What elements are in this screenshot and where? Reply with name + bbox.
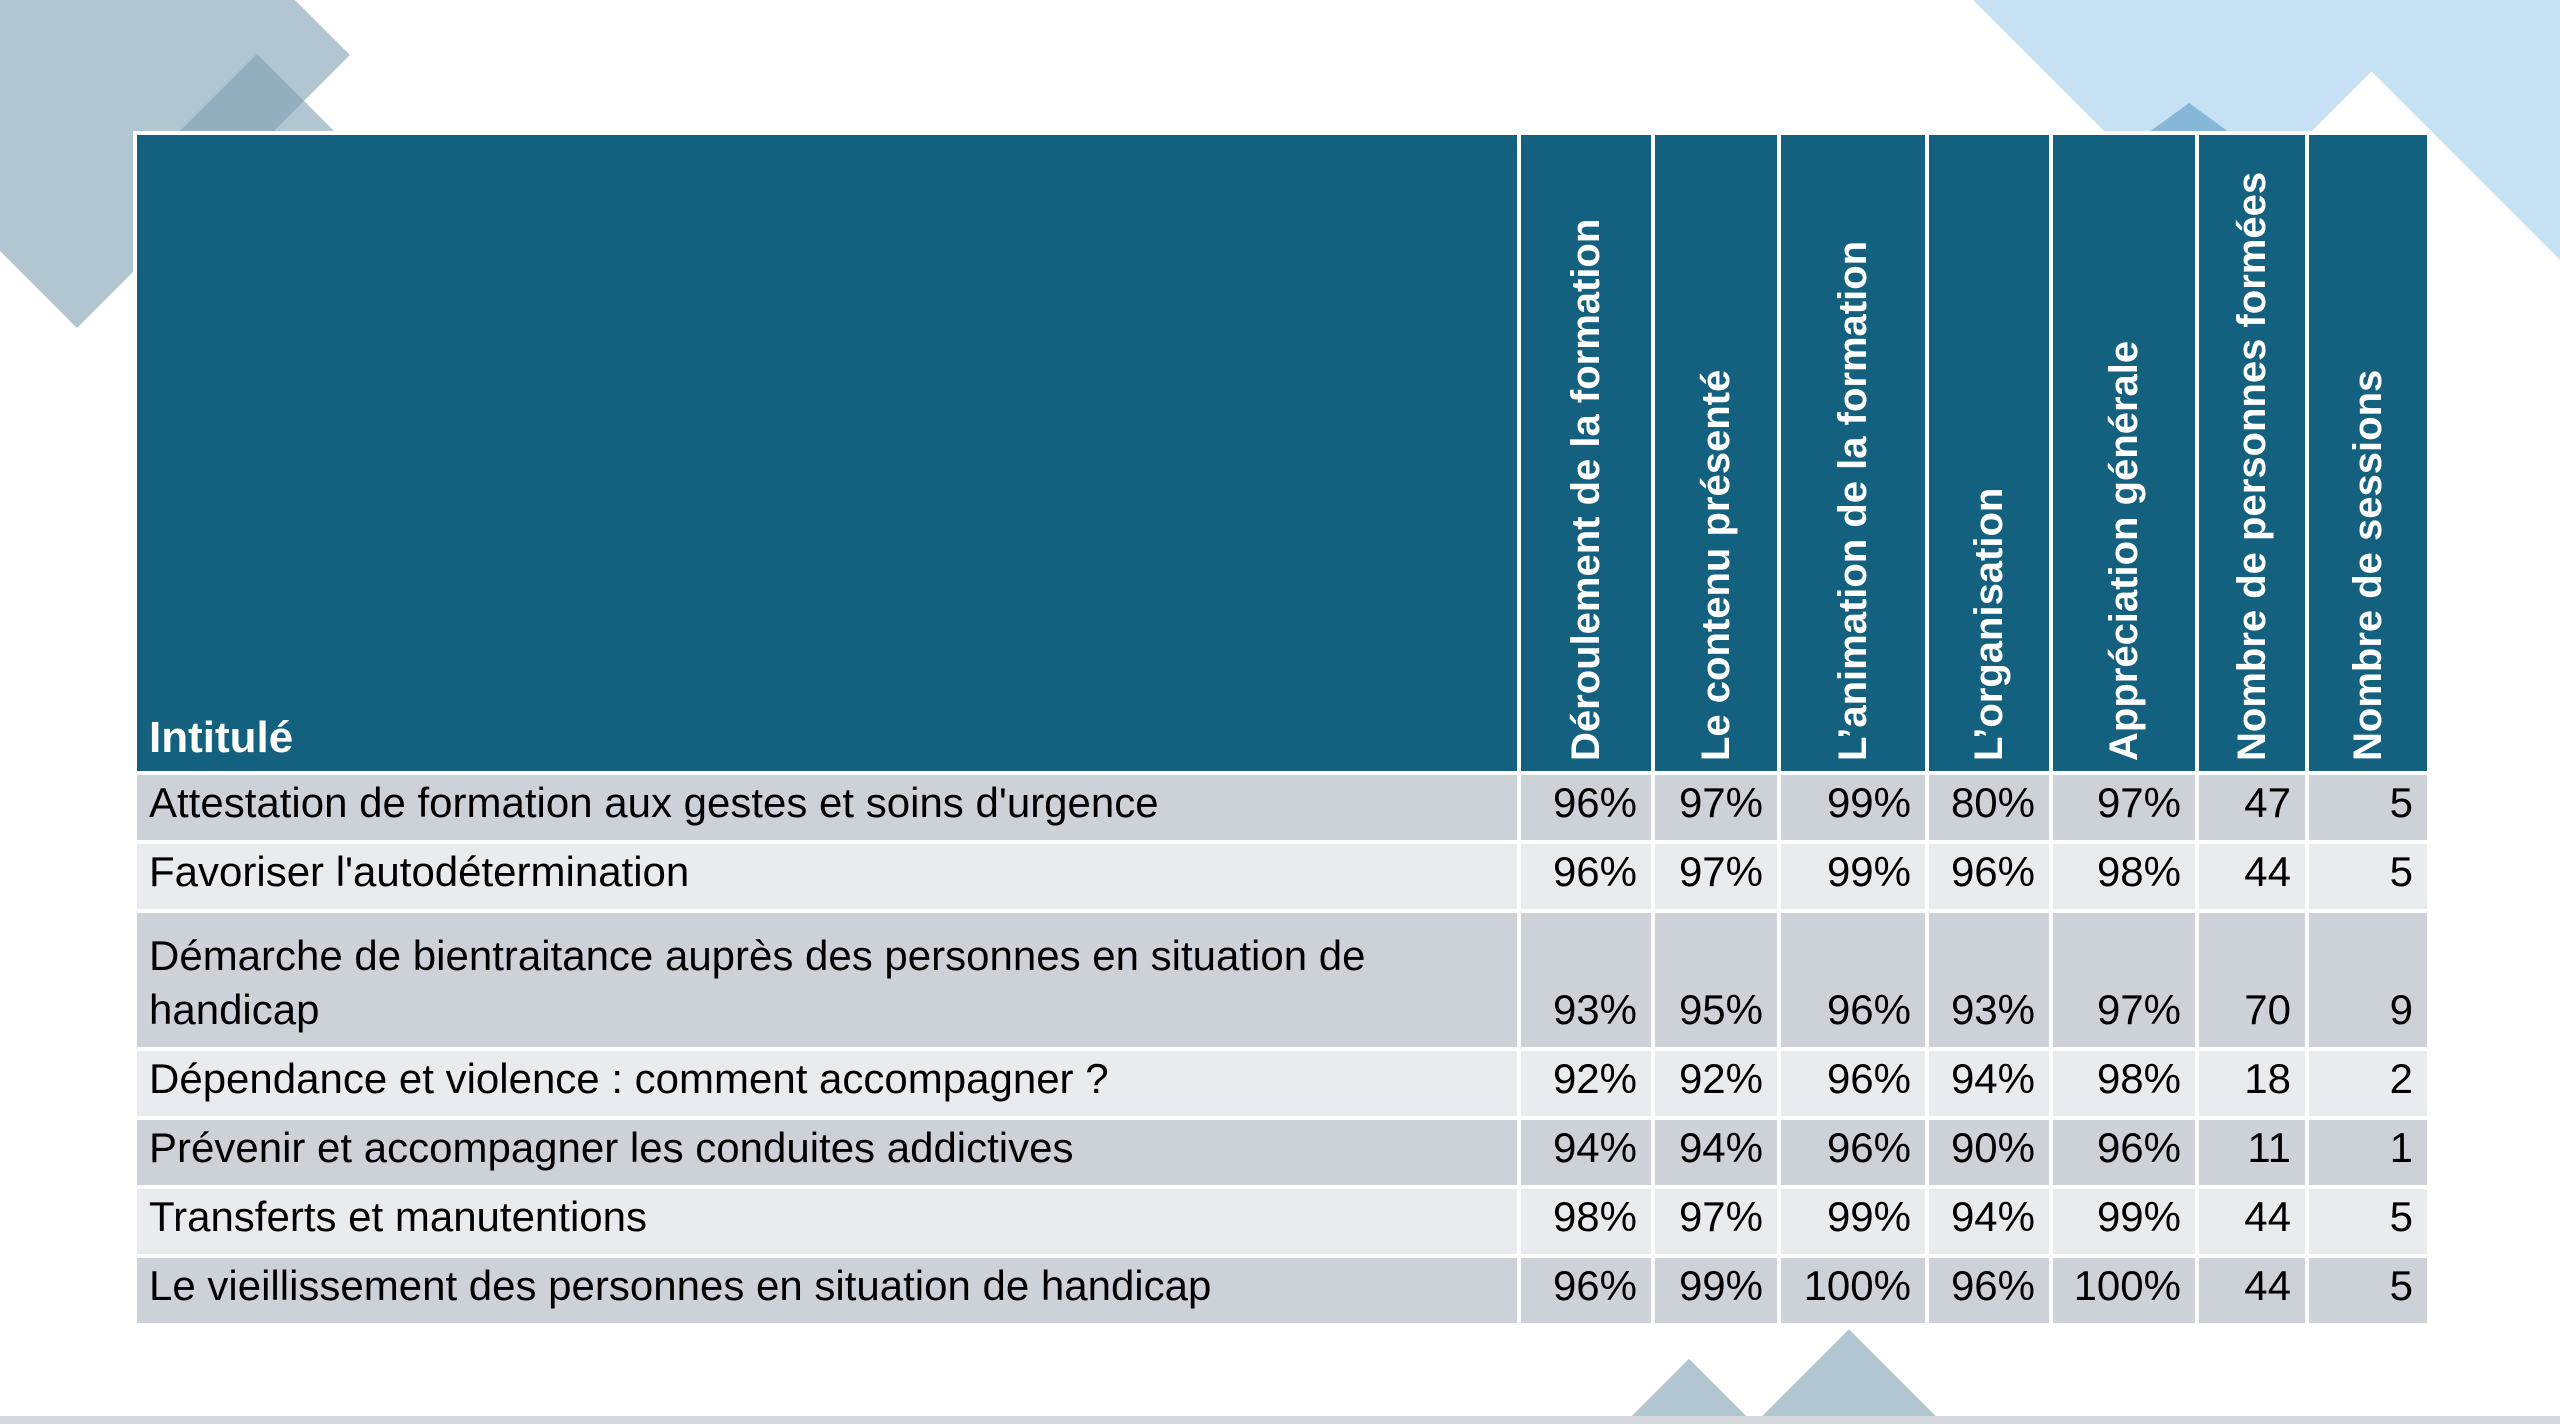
table-row-3-value-5: 18	[2199, 1051, 2305, 1116]
appreciation-header-label: Appréciation générale	[2102, 340, 2146, 761]
header-cell-deroulement	[1521, 135, 1651, 771]
table-row-0-value-5: 47	[2199, 775, 2305, 840]
table-row-5-value-4: 99%	[2053, 1189, 2195, 1254]
table-row-1-value-4: 98%	[2053, 844, 2195, 909]
table-row-4-value-4: 96%	[2053, 1120, 2195, 1185]
personnes-formees-header-label: Nombre de personnes formées	[2230, 171, 2274, 761]
table-row-2-value-1: 95%	[1655, 913, 1777, 1047]
table-row-3-value-1: 92%	[1655, 1051, 1777, 1116]
table-row-3-value-0: 92%	[1521, 1051, 1651, 1116]
header-cell-organisation	[1929, 135, 2049, 771]
table-row-5-value-6: 5	[2309, 1189, 2427, 1254]
table-row-5-intitule: Transferts et manutentions	[137, 1189, 1517, 1254]
table-row-2-intitule: Démarche de bientraitance auprès des personnes en situation de handicap	[137, 913, 1517, 1047]
table-row-3-value-2: 96%	[1781, 1051, 1925, 1116]
table-row-5-value-3: 94%	[1929, 1189, 2049, 1254]
table-row-2-value-5: 70	[2199, 913, 2305, 1047]
table-row-6-value-6: 5	[2309, 1258, 2427, 1323]
table-row-0-value-4: 97%	[2053, 775, 2195, 840]
header-cell-sessions	[2309, 135, 2427, 771]
organisation-header-label: L’organisation	[1967, 487, 2011, 761]
header-cell-intitule	[137, 135, 1517, 771]
table-row-0-value-1: 97%	[1655, 775, 1777, 840]
table-row-4-value-0: 94%	[1521, 1120, 1651, 1185]
table-row-6-value-3: 96%	[1929, 1258, 2049, 1323]
intitule-header-label: Intitulé	[149, 713, 294, 762]
table-row-4-value-3: 90%	[1929, 1120, 2049, 1185]
table-row-4-value-6: 1	[2309, 1120, 2427, 1185]
table-row-6-value-5: 44	[2199, 1258, 2305, 1323]
table-row-4-intitule: Prévenir et accompagner les conduites addictives	[137, 1120, 1517, 1185]
table-row-5-value-0: 98%	[1521, 1189, 1651, 1254]
animation-header-label: L’animation de la formation	[1831, 240, 1875, 761]
sessions-header-label: Nombre de sessions	[2346, 369, 2390, 761]
table-row-2-value-4: 97%	[2053, 913, 2195, 1047]
table-row-3-value-3: 94%	[1929, 1051, 2049, 1116]
table-row-1-value-5: 44	[2199, 844, 2305, 909]
table-row-0-value-2: 99%	[1781, 775, 1925, 840]
table-row-1-value-2: 99%	[1781, 844, 1925, 909]
header-cell-appreciation	[2053, 135, 2195, 771]
table-row-1-value-0: 96%	[1521, 844, 1651, 909]
table-row-4-value-2: 96%	[1781, 1120, 1925, 1185]
table-row-1-value-6: 5	[2309, 844, 2427, 909]
header-cell-personnes-formees	[2199, 135, 2305, 771]
table-row-6-value-1: 99%	[1655, 1258, 1777, 1323]
table-row-5-value-1: 97%	[1655, 1189, 1777, 1254]
table-row-6-value-4: 100%	[2053, 1258, 2195, 1323]
slide-bottom-bar	[0, 1416, 2560, 1424]
table-row-0-value-3: 80%	[1929, 775, 2049, 840]
table-row-6-intitule: Le vieillissement des personnes en situation de handicap	[137, 1258, 1517, 1323]
table-row-4-value-1: 94%	[1655, 1120, 1777, 1185]
table-row-6-value-0: 96%	[1521, 1258, 1651, 1323]
table-row-1-value-3: 96%	[1929, 844, 2049, 909]
table-row-5-value-2: 99%	[1781, 1189, 1925, 1254]
table-row-3-value-6: 2	[2309, 1051, 2427, 1116]
table-row-0-value-0: 96%	[1521, 775, 1651, 840]
training-evaluation-table	[133, 131, 2431, 1327]
table-row-0-intitule: Attestation de formation aux gestes et soins d'urgence	[137, 775, 1517, 840]
contenu-header-label: Le contenu présenté	[1694, 369, 1738, 761]
table-row-6-value-2: 100%	[1781, 1258, 1925, 1323]
table-row-0-value-6: 5	[2309, 775, 2427, 840]
table-row-4-value-5: 11	[2199, 1120, 2305, 1185]
header-cell-contenu	[1655, 135, 1777, 771]
deroulement-header-label: Déroulement de la formation	[1564, 218, 1608, 761]
table-row-1-intitule: Favoriser l'autodétermination	[137, 844, 1517, 909]
table-row-1-value-1: 97%	[1655, 844, 1777, 909]
table-row-2-value-2: 96%	[1781, 913, 1925, 1047]
table-row-2-value-0: 93%	[1521, 913, 1651, 1047]
header-cell-animation	[1781, 135, 1925, 771]
table-row-3-intitule: Dépendance et violence : comment accompagner ?	[137, 1051, 1517, 1116]
table-row-3-value-4: 98%	[2053, 1051, 2195, 1116]
table-row-5-value-5: 44	[2199, 1189, 2305, 1254]
table-row-2-value-6: 9	[2309, 913, 2427, 1047]
table-row-2-value-3: 93%	[1929, 913, 2049, 1047]
